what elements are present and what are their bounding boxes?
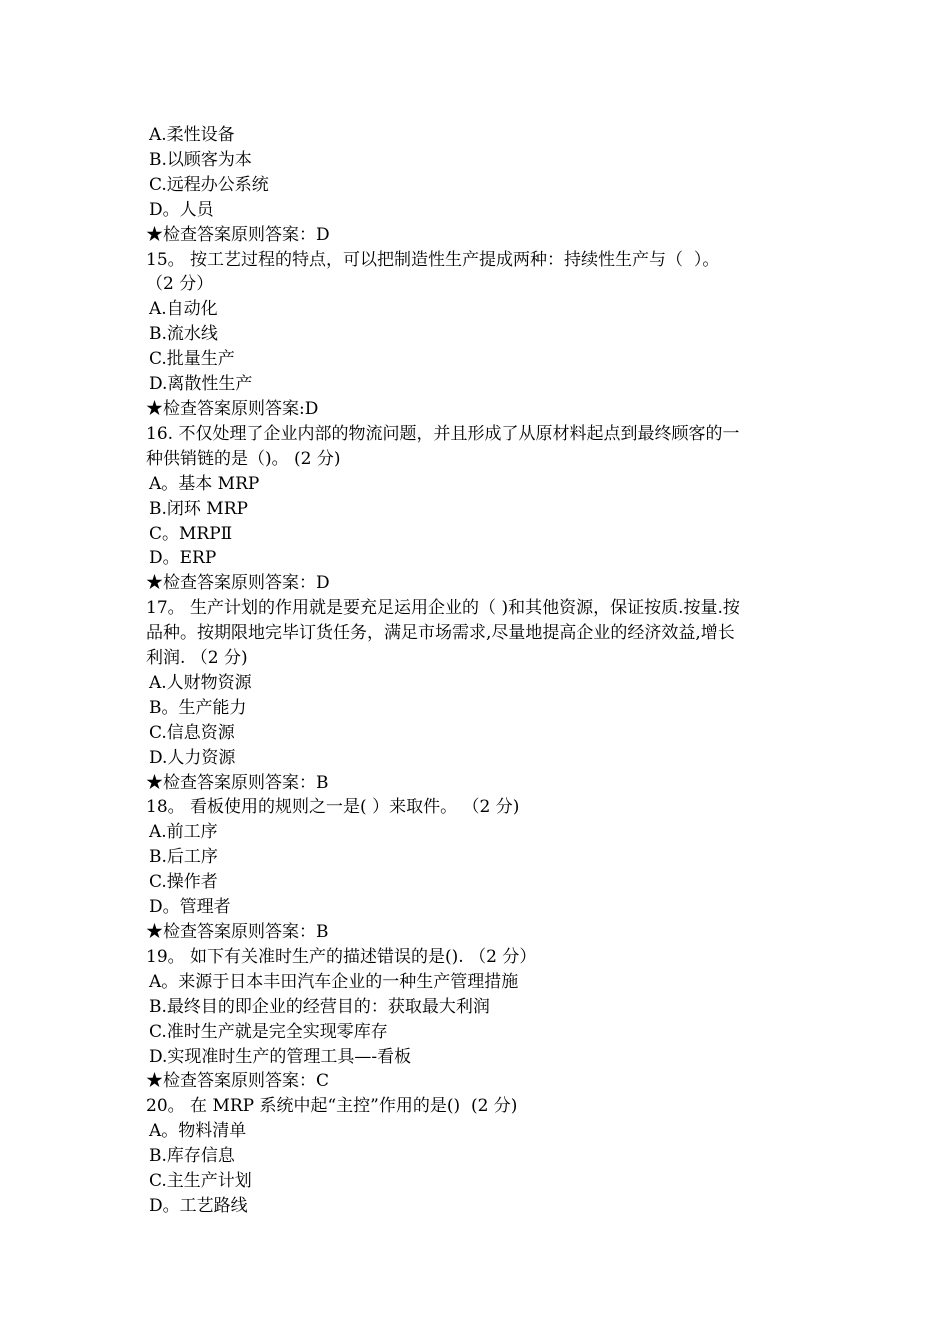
answer-option: A。物料清单 (149, 1121, 247, 1142)
answer-option: C.远程办公系统 (149, 174, 269, 195)
question-text: 20。 在 MRP 系统中起“主控”作用的是() (2 分) (146, 1096, 518, 1117)
answer-option: A.柔性设备 (149, 125, 235, 145)
answer-option: D.人力资源 (149, 747, 236, 768)
answer-option: B.库存信息 (149, 1146, 235, 1167)
answer-key: ★检查答案原则答案：B (146, 772, 329, 793)
answer-key: ★检查答案原则答案：D (146, 573, 330, 594)
question-text: 品种。按期限地完毕订货任务，满足市场需求,尽量地提高企业的经济效益,增长 (146, 623, 735, 644)
answer-key: ★检查答案原则答案:D (146, 398, 319, 419)
answer-option: B.闭环 MRP (149, 498, 248, 519)
answer-option: C.批量生产 (149, 349, 235, 370)
question-text: 种供销链的是（)。 (2 分) (146, 448, 341, 469)
answer-option: D。工艺路线 (149, 1195, 248, 1216)
question-text: （2 分） (146, 274, 214, 295)
answer-option: B.流水线 (149, 324, 218, 345)
question-text: 18。 看板使用的规则之一是( ）来取件。 （2 分) (146, 797, 520, 818)
question-text: 17。 生产计划的作用就是要充足运用企业的（ )和其他资源，保证按质.按量.按 (146, 598, 740, 619)
answer-key: ★检查答案原则答案：B (146, 922, 329, 942)
question-text: 19。 如下有关准时生产的描述错误的是(). （2 分） (146, 946, 537, 967)
answer-option: C.操作者 (149, 872, 218, 893)
answer-option: B.后工序 (149, 847, 218, 868)
question-text: 16. 不仅处理了企业内部的物流问题，并且形成了从原材料起点到最终顾客的一 (146, 423, 740, 444)
question-text: 15。 按工艺过程的特点，可以把制造性生产提成两种：持续性生产与（ ）。 (146, 249, 720, 270)
answer-key: ★检查答案原则答案：C (146, 1071, 330, 1092)
answer-option: B。生产能力 (149, 697, 247, 718)
answer-option: D.实现准时生产的管理工具—-看板 (149, 1046, 412, 1067)
answer-option: C.准时生产就是完全实现零库存 (149, 1021, 388, 1042)
question-list (146, 123, 830, 1219)
answer-option: A.自动化 (149, 299, 218, 320)
answer-option: C.信息资源 (149, 722, 235, 743)
answer-option: C。MRPⅡ (149, 523, 233, 544)
answer-option: D。人员 (149, 199, 214, 220)
answer-option: A.人财物资源 (149, 672, 252, 693)
answer-option: A.前工序 (149, 822, 218, 843)
answer-key: ★检查答案原则答案：D (146, 224, 330, 245)
question-text: 利润. （2 分) (146, 648, 248, 669)
answer-option: B.最终目的即企业的经营目的：获取最大利润 (149, 996, 490, 1017)
answer-option: B.以顾客为本 (149, 149, 252, 170)
answer-option: C.主生产计划 (149, 1171, 252, 1192)
answer-option: D。管理者 (149, 897, 231, 918)
answer-option: D。ERP (149, 548, 217, 569)
answer-option: A。来源于日本丰田汽车企业的一种生产管理措施 (149, 971, 519, 992)
answer-option: A。基本 MRP (149, 473, 260, 494)
answer-option: D.离散性生产 (149, 374, 253, 395)
